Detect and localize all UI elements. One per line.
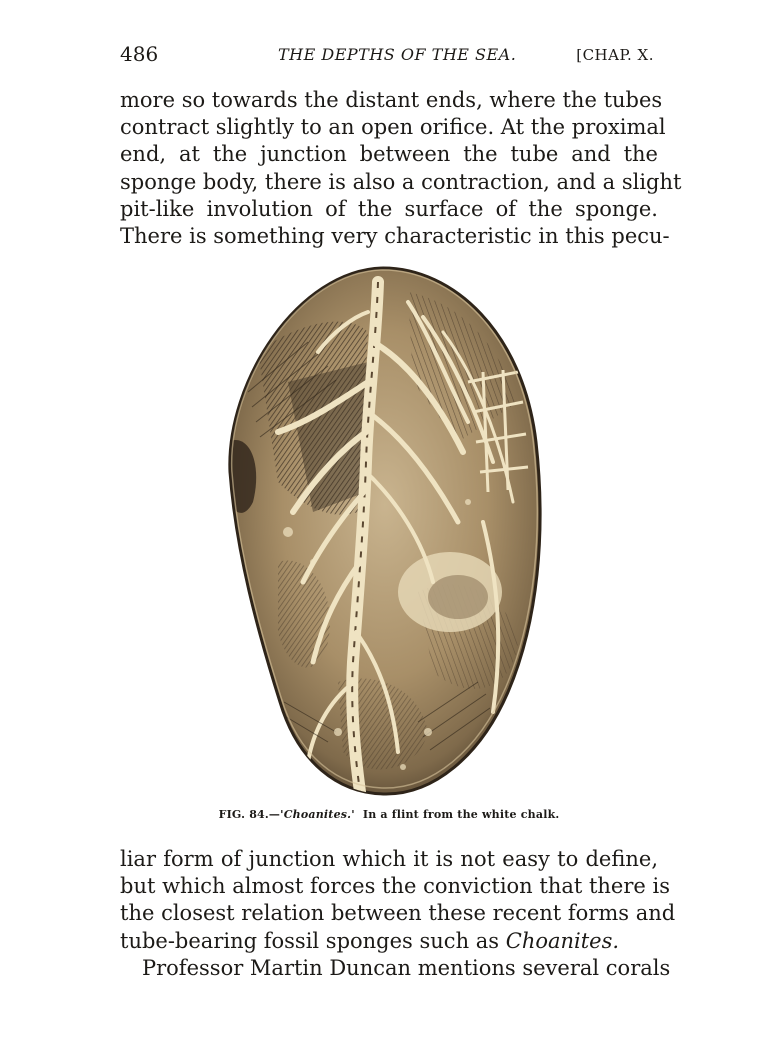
text-line-prefix: tube-bearing fossil sponges such as [120,928,506,953]
caption-species: 'Choanites.' [280,808,355,821]
body-text-top [120,87,682,250]
text-line: Professor Martin Duncan mentions several corals [142,955,671,980]
text-line: the closest relation between these recent forms and [120,901,676,926]
text-line: contract slightly to an open orifice. At the proximal [120,115,666,140]
fossil-flint-illustration [218,262,554,802]
running-head [120,42,658,72]
running-title: THE DEPTHS OF THE SEA. [278,45,517,64]
figure-caption [120,808,658,821]
text-line: pit-like involution of the surface of the sponge. [120,196,658,221]
flint-engraving [218,262,554,802]
caption-label: FIG. 84.— [218,808,281,821]
text-line: more so towards the distant ends, where the tubes [120,88,663,112]
chapter-reference: [CHAP. X. [576,46,654,64]
taxon-name: Choanites. [505,928,620,953]
text-line [120,928,658,955]
text-line: end, at the junction between the tube and the [120,142,658,167]
page-number: 486 [120,42,159,66]
text-line: liar form of junction which it is not easy to define, [120,847,658,871]
text-line: sponge body, there is also a contraction, and a slight [120,169,682,194]
caption-text: In a flint from the white chalk. [362,808,560,821]
text-line: There is something very characteristic in this pecu- [120,223,670,248]
body-text-bottom [120,846,676,982]
text-line: but which almost forces the conviction that there is [120,874,670,899]
